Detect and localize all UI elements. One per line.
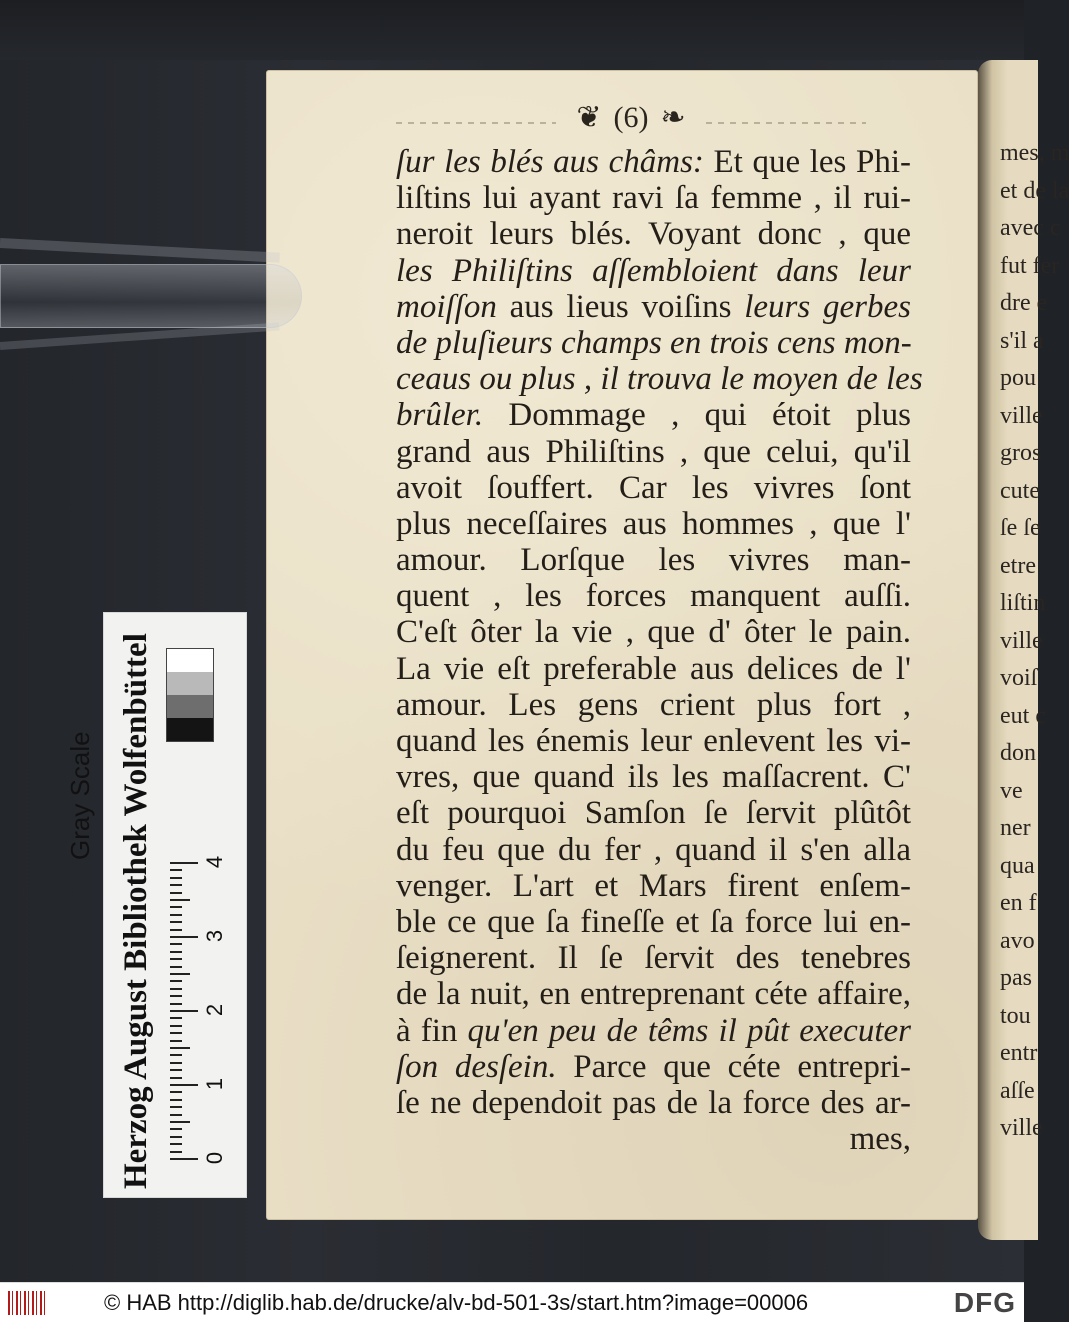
next-page-fragment: cute bbox=[1000, 477, 1040, 504]
text-segment: ſon desſein. bbox=[396, 1048, 557, 1085]
text-segment: ceaus ou plus , il trouva le moyen de les bbox=[396, 361, 923, 398]
body-text bbox=[396, 144, 923, 1158]
text-line bbox=[396, 361, 923, 398]
text-segment: vres, que quand ils les maſſacrent. C' bbox=[396, 759, 911, 796]
ruler-tick bbox=[170, 966, 182, 968]
text-segment: à fin bbox=[396, 1012, 468, 1049]
gray-patch bbox=[167, 695, 213, 718]
ruler-number: 0 bbox=[202, 1151, 227, 1165]
page-number: (6) bbox=[613, 100, 649, 134]
text-segment: avoit ſouffert. Car les vivres ſont bbox=[396, 469, 911, 506]
ruler-tick bbox=[170, 1091, 182, 1093]
text-segment: ble ce que ſa fineſſe et ſa force lui en- bbox=[396, 903, 911, 940]
gray-patch bbox=[167, 718, 213, 741]
text-line bbox=[396, 144, 911, 180]
ruler-tick bbox=[170, 951, 182, 953]
text-line bbox=[396, 578, 911, 614]
text-segment: ſeignerent. Il ſe ſervit des tenebres bbox=[396, 940, 911, 977]
next-page-fragment: s'il a bbox=[1000, 327, 1044, 354]
ruler-tick bbox=[170, 943, 182, 945]
text-segment: liſtins lui ayant ravi ſa femme , il rui- bbox=[396, 180, 911, 217]
gray-scale-label: Gray Scale bbox=[65, 731, 95, 860]
text-segment: grand aus Philiſtins , que celui, qu'il bbox=[396, 433, 911, 470]
ruler-tick bbox=[170, 1114, 182, 1116]
ruler-tick bbox=[170, 1121, 190, 1123]
next-page-fragment: ville bbox=[1000, 402, 1043, 429]
ruler-institution-label: Herzog August Bibliothek Wolfenbüttel bbox=[118, 633, 154, 1189]
text-line bbox=[396, 832, 911, 868]
text-segment: de pluſieurs champs en trois cens mon- bbox=[396, 324, 912, 361]
text-segment: brûler. bbox=[396, 397, 484, 434]
ruler-number: 3 bbox=[202, 929, 227, 943]
ruler-scale bbox=[170, 855, 230, 1180]
text-line bbox=[396, 904, 911, 940]
ruler-tick bbox=[170, 1017, 182, 1019]
ruler-tick bbox=[170, 877, 182, 879]
ruler-tick bbox=[170, 973, 190, 975]
catchword: mes, bbox=[849, 1121, 911, 1158]
next-page-fragment: ſe ſe bbox=[1000, 515, 1041, 541]
book-page bbox=[266, 70, 978, 1220]
text-segment: les Philiſtins aſſembloient dans leur bbox=[396, 252, 911, 289]
text-segment: quand les énemis leur enlevent les vi- bbox=[396, 723, 911, 759]
next-page-fragment: en f bbox=[1000, 890, 1037, 916]
text-segment: moiſſon bbox=[396, 288, 497, 325]
ruler-tick bbox=[170, 1032, 182, 1034]
text-segment: amour. Les gens crient plus fort , bbox=[396, 686, 911, 723]
ruler-tick bbox=[170, 958, 182, 960]
gray-patch bbox=[167, 649, 213, 672]
next-page-edge bbox=[978, 60, 1069, 1240]
text-line bbox=[396, 687, 911, 723]
text-line bbox=[396, 434, 911, 470]
ruler-tick bbox=[170, 914, 182, 916]
next-page-fragment: dre e bbox=[1000, 290, 1048, 316]
fleuron-left-icon: ❦ bbox=[576, 101, 602, 134]
fleuron-right-icon: ❧ bbox=[660, 101, 686, 134]
ruler-tick bbox=[170, 980, 182, 982]
ruler-tick bbox=[170, 1047, 190, 1049]
next-page-fragment: tou bbox=[1000, 1002, 1031, 1029]
ruler-tick bbox=[170, 1084, 198, 1086]
text-segment: amour. Lorſque les vivres man- bbox=[396, 542, 911, 579]
ruler-tick bbox=[170, 869, 182, 871]
next-page-fragment: etre bbox=[1000, 552, 1036, 579]
ruler-tick bbox=[170, 995, 182, 997]
gray-patch bbox=[167, 672, 213, 695]
dfg-logo: DFG bbox=[953, 1287, 1016, 1318]
scan-top-edge bbox=[0, 0, 1024, 60]
text-line bbox=[396, 253, 911, 289]
next-page-fragment: voiſ bbox=[1000, 665, 1038, 691]
text-line bbox=[396, 723, 911, 759]
text-segment: qu'en peu de têms il pût executer bbox=[467, 1012, 911, 1049]
next-page-fragment: fut fer bbox=[1000, 252, 1060, 279]
ruler-tick bbox=[170, 862, 198, 864]
ruler-number: 4 bbox=[202, 855, 227, 869]
text-segment: quent , les forces manquent auſſi. bbox=[396, 578, 911, 615]
page-header bbox=[396, 100, 866, 140]
ruler-tick bbox=[170, 884, 182, 886]
text-segment: neroit leurs blés. Voyant donc , que bbox=[396, 216, 911, 253]
ruler-tick bbox=[170, 899, 190, 901]
text-segment: du feu que du fer , quand il s'en alla bbox=[396, 831, 911, 868]
ruler-tick bbox=[170, 1151, 182, 1153]
text-line bbox=[396, 795, 911, 831]
text-segment: Dommage , qui étoit plus bbox=[483, 397, 911, 434]
next-page-fragment: et de la bbox=[1000, 177, 1069, 204]
ruler-tick bbox=[170, 1062, 182, 1064]
text-segment: Et que les Phi- bbox=[703, 144, 911, 180]
next-page-fragment: avec c bbox=[1000, 215, 1061, 241]
text-segment: C'eſt ôter la vie , que d' ôter le pain. bbox=[396, 614, 911, 651]
text-line bbox=[396, 506, 911, 542]
text-line bbox=[396, 289, 911, 325]
next-page-fragment: aſſe bbox=[1000, 1077, 1035, 1104]
footer-bar bbox=[0, 1282, 1024, 1322]
ruler-tick bbox=[170, 1143, 182, 1145]
text-line bbox=[396, 397, 911, 433]
text-segment: La vie eſt preferable aus delices de l' bbox=[396, 650, 911, 687]
text-line bbox=[396, 759, 911, 795]
text-line bbox=[396, 614, 911, 650]
ruler-tick bbox=[170, 1158, 198, 1160]
ruler-tick bbox=[170, 1106, 182, 1108]
text-line bbox=[396, 651, 911, 687]
ruler-tick bbox=[170, 892, 182, 894]
next-page-fragment: ville bbox=[1000, 627, 1043, 654]
next-page-fragment: ville bbox=[1000, 1115, 1043, 1141]
text-line bbox=[396, 542, 911, 578]
ruler-tick bbox=[170, 1077, 182, 1079]
text-segment: ſur les blés aus châms: bbox=[396, 144, 704, 180]
text-line bbox=[396, 940, 911, 976]
text-segment: Parce que céte entrepri- bbox=[556, 1048, 911, 1085]
ruler-tick bbox=[170, 921, 182, 923]
copyright-url[interactable]: © HAB http://diglib.hab.de/drucke/alv-bd-501-3s/start.htm?image=00006 bbox=[104, 1290, 809, 1315]
text-line bbox=[396, 470, 911, 506]
next-page-fragment: pas bbox=[1000, 965, 1032, 991]
next-page-fragment: mes, m bbox=[1000, 140, 1069, 166]
ruler-tick bbox=[170, 936, 198, 938]
text-line bbox=[396, 868, 911, 904]
ruler-tick bbox=[170, 1054, 182, 1056]
ruler-number: 1 bbox=[202, 1077, 227, 1091]
text-segment: eſt pourquoi Samſon ſe ſervit plûtôt bbox=[396, 795, 911, 832]
next-page-fragment: ner bbox=[1000, 815, 1031, 841]
text-line bbox=[396, 976, 911, 1012]
ruler-tick bbox=[170, 1040, 182, 1042]
text-line bbox=[396, 216, 911, 252]
ruler-tick bbox=[170, 1010, 198, 1012]
header-rule-right bbox=[706, 122, 866, 124]
text-segment: ſe ne dependoit pas de la force des ar- bbox=[396, 1084, 911, 1121]
next-page-fragment: eut c bbox=[1000, 702, 1046, 729]
bleed-through bbox=[396, 1085, 866, 1115]
text-line bbox=[396, 325, 911, 361]
next-page-fragment: don bbox=[1000, 740, 1036, 766]
ruler-tick bbox=[170, 1003, 182, 1005]
ruler-tick bbox=[170, 1025, 182, 1027]
text-line bbox=[396, 1013, 911, 1049]
next-page-fragment: pou bbox=[1000, 365, 1036, 391]
gray-scale-patches bbox=[166, 648, 214, 742]
text-segment: de la nuit, en entreprenant céte affaire, bbox=[396, 976, 911, 1013]
ruler-tick bbox=[170, 1069, 182, 1071]
next-page-fragment: liſtin bbox=[1000, 590, 1046, 616]
next-page-fragment: qua bbox=[1000, 852, 1035, 879]
text-line bbox=[396, 1049, 911, 1085]
ruler-tick bbox=[170, 929, 182, 931]
text-segment: plus neceſſaires aus hommes , que l' bbox=[396, 505, 911, 542]
hab-logo-icon bbox=[8, 1291, 48, 1315]
text-segment: venger. L'art et Mars firent enſem- bbox=[396, 867, 911, 904]
header-rule-left bbox=[396, 122, 556, 124]
next-page-fragment: avo bbox=[1000, 927, 1035, 954]
text-line bbox=[396, 180, 911, 216]
ruler-tick bbox=[170, 906, 182, 908]
next-page-fragment: ve bbox=[1000, 777, 1023, 804]
ruler-tick bbox=[170, 988, 182, 990]
next-page-fragment: gros bbox=[1000, 440, 1042, 466]
page-holder-clamp bbox=[0, 238, 310, 348]
next-page-fragment: entr bbox=[1000, 1040, 1038, 1066]
ruler-number: 2 bbox=[202, 1003, 227, 1017]
text-segment: leurs gerbes bbox=[744, 288, 911, 325]
ruler-tick bbox=[170, 1136, 182, 1138]
ruler-tick bbox=[170, 1099, 182, 1101]
text-segment: aus lieus voiſins bbox=[496, 288, 745, 325]
ruler-tick bbox=[170, 1128, 182, 1130]
